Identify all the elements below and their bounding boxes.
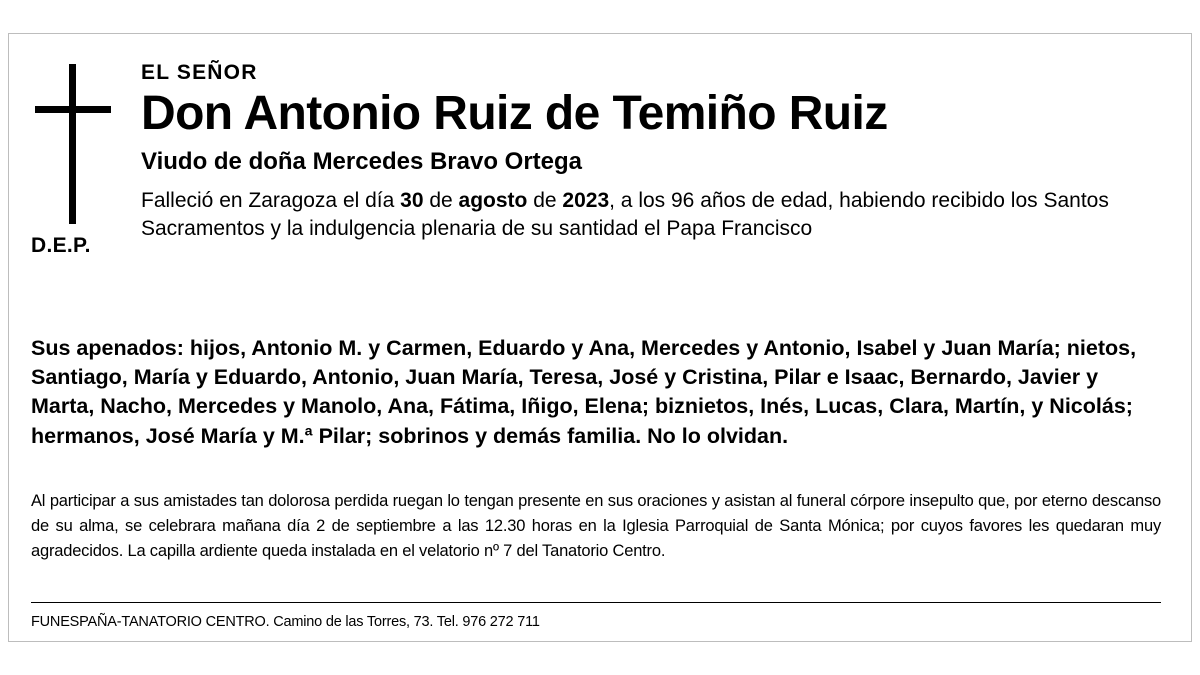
death-details <box>141 187 1151 242</box>
death-month: agosto <box>458 188 528 212</box>
death-text-part3: de <box>527 188 563 212</box>
notice-heading-block <box>141 60 1163 242</box>
cross-column <box>31 64 131 258</box>
deceased-name: Don Antonio Ruiz de Temiño Ruiz <box>141 87 888 141</box>
kicker-label: EL SEÑOR <box>141 61 258 84</box>
footer-divider <box>31 602 1161 603</box>
obituary-notice-card <box>8 33 1192 642</box>
dep-label: D.E.P. <box>31 234 91 257</box>
cross-horizontal-bar <box>35 106 111 113</box>
death-year: 2023 <box>562 188 610 212</box>
family-list: Sus apenados: hijos, Antonio M. y Carmen, Eduardo y Ana, Mercedes y Antonio, Isabel y Juan María; nietos, Santiago, María y Eduardo, Antonio, Juan María, Teresa, José y Cristina, Pilar e Isaac, Bernardo, Javier y Marta, Nacho, Mercedes y Manolo, Ana, Fátima, Iñigo, Elena; biznietos, Inés, Lucas, Clara, Martín, y Nicolás; hermanos, José María y M.ª Pilar; sobrinos y demás familia. No lo olvidan. <box>31 336 1137 448</box>
death-text-part1: Falleció en Zaragoza el día <box>141 188 401 212</box>
death-day: 30 <box>400 188 424 212</box>
notice-inner <box>9 34 1191 641</box>
funeral-home-footer: FUNESPAÑA-TANATORIO CENTRO. Camino de las Torres, 73. Tel. 976 272 711 <box>31 614 540 630</box>
death-text-part4: , a los 96 años de edad, habiendo recibido los Santos Sacramentos y la indulgencia plenaria de su santidad el Papa Francisco <box>141 188 1109 240</box>
service-paragraph: Al participar a sus amistades tan dolorosa perdida ruegan lo tengan presente en sus oraciones y asistan al funeral córpore insepulto que, por eterno descanso de su alma, se celebrara mañana día 2 de septiembre a las 12.30 horas en la Iglesia Parroquial de Santa Mónica; por cuyos favores les quedaran muy agradecidos. La capilla ardiente queda instalada en el velatorio nº 7 del Tanatorio Centro. <box>31 492 1161 560</box>
spouse-line: Viudo de doña Mercedes Bravo Ortega <box>141 147 583 175</box>
death-text-part2: de <box>423 188 459 212</box>
cross-icon <box>35 64 111 224</box>
cross-vertical-bar <box>69 64 76 224</box>
